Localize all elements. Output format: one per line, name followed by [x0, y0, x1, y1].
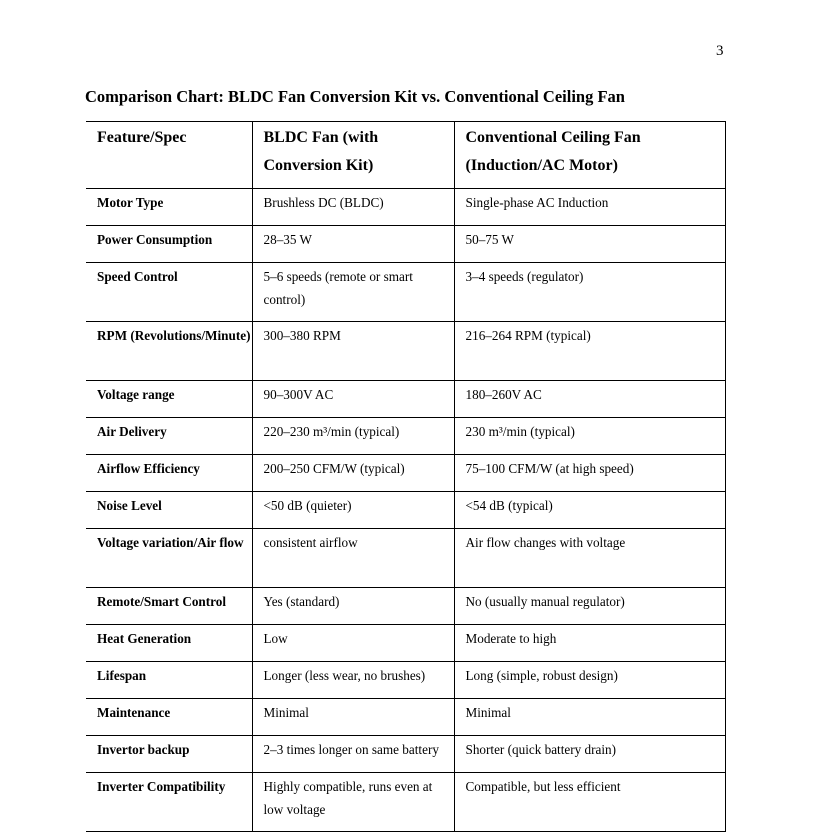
conventional-cell: Air flow changes with voltage — [454, 529, 725, 588]
feature-cell: Motor Type — [86, 189, 252, 226]
feature-cell: Noise Level — [86, 492, 252, 529]
table-row — [86, 529, 725, 588]
feature-cell: Heat Generation — [86, 625, 252, 662]
header-conventional: Conventional Ceiling Fan (Induction/AC Motor) — [454, 122, 725, 189]
header-bldc: BLDC Fan (with Conversion Kit) — [252, 122, 454, 189]
table-row — [86, 455, 725, 492]
table-row — [86, 381, 725, 418]
conventional-cell: 3–4 speeds (regulator) — [454, 263, 725, 322]
table-row — [86, 226, 725, 263]
conventional-cell: 75–100 CFM/W (at high speed) — [454, 455, 725, 492]
table-row — [86, 263, 725, 322]
bldc-cell: 90–300V AC — [252, 381, 454, 418]
table-row — [86, 322, 725, 381]
conventional-cell: Single-phase AC Induction — [454, 189, 725, 226]
bldc-cell: Brushless DC (BLDC) — [252, 189, 454, 226]
table-header-row — [86, 122, 725, 189]
feature-cell: Speed Control — [86, 263, 252, 322]
page-title: Comparison Chart: BLDC Fan Conversion Kit vs. Conventional Ceiling Fan — [85, 87, 625, 106]
table-row — [86, 699, 725, 736]
bldc-cell: Highly compatible, runs even at low voltage — [252, 773, 454, 832]
table-row — [86, 662, 725, 699]
conventional-cell: 50–75 W — [454, 226, 725, 263]
conventional-cell: Moderate to high — [454, 625, 725, 662]
table-row — [86, 736, 725, 773]
table-row — [86, 492, 725, 529]
table-row — [86, 189, 725, 226]
feature-cell: Remote/Smart Control — [86, 588, 252, 625]
conventional-cell: Long (simple, robust design) — [454, 662, 725, 699]
conventional-cell: Shorter (quick battery drain) — [454, 736, 725, 773]
bldc-cell: 300–380 RPM — [252, 322, 454, 381]
table-row — [86, 773, 725, 832]
feature-cell: Voltage variation/Air flow — [86, 529, 252, 588]
feature-cell: Voltage range — [86, 381, 252, 418]
bldc-cell: Low — [252, 625, 454, 662]
conventional-cell: No (usually manual regulator) — [454, 588, 725, 625]
header-feature: Feature/Spec — [86, 122, 252, 189]
bldc-cell: consistent airflow — [252, 529, 454, 588]
feature-cell: Lifespan — [86, 662, 252, 699]
bldc-cell: Yes (standard) — [252, 588, 454, 625]
table-row — [86, 418, 725, 455]
conventional-cell: 230 m³/min (typical) — [454, 418, 725, 455]
bldc-cell: <50 dB (quieter) — [252, 492, 454, 529]
feature-cell: Airflow Efficiency — [86, 455, 252, 492]
conventional-cell: Compatible, but less efficient — [454, 773, 725, 832]
bldc-cell: 5–6 speeds (remote or smart control) — [252, 263, 454, 322]
table-row — [86, 588, 725, 625]
conventional-cell: Minimal — [454, 699, 725, 736]
bldc-cell: 200–250 CFM/W (typical) — [252, 455, 454, 492]
conventional-cell: <54 dB (typical) — [454, 492, 725, 529]
bldc-cell: 2–3 times longer on same battery — [252, 736, 454, 773]
bldc-cell: Minimal — [252, 699, 454, 736]
feature-cell: Power Consumption — [86, 226, 252, 263]
comparison-table — [86, 121, 726, 832]
table-row — [86, 625, 725, 662]
feature-cell: Air Delivery — [86, 418, 252, 455]
page-number: 3 — [716, 43, 724, 59]
bldc-cell: 28–35 W — [252, 226, 454, 263]
bldc-cell: Longer (less wear, no brushes) — [252, 662, 454, 699]
feature-cell: RPM (Revolutions/Minute) — [86, 322, 252, 381]
bldc-cell: 220–230 m³/min (typical) — [252, 418, 454, 455]
conventional-cell: 180–260V AC — [454, 381, 725, 418]
conventional-cell: 216–264 RPM (typical) — [454, 322, 725, 381]
feature-cell: Invertor backup — [86, 736, 252, 773]
feature-cell: Maintenance — [86, 699, 252, 736]
feature-cell: Inverter Compatibility — [86, 773, 252, 832]
